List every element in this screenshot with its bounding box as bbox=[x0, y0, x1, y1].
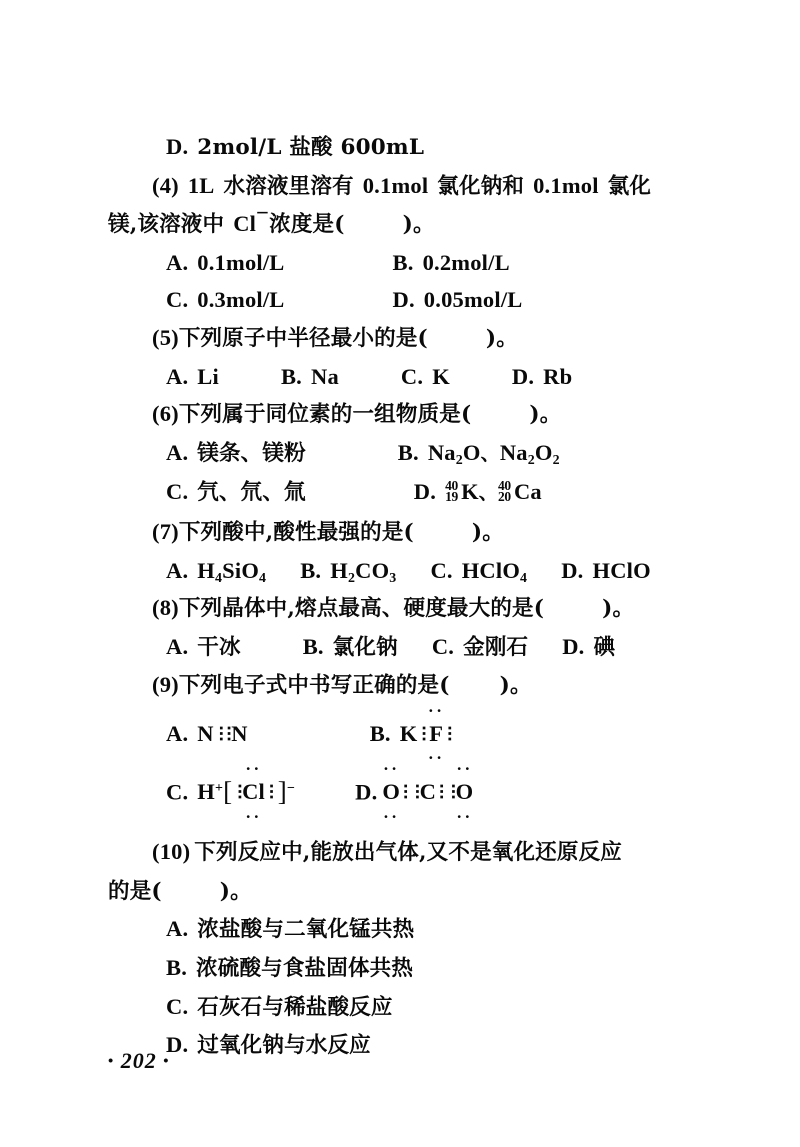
option-text-c: 金刚石 bbox=[463, 634, 529, 660]
option-text-c-formula: HClO$_4$ bbox=[461, 557, 528, 586]
charge-plus: + bbox=[214, 781, 224, 797]
lewis-structure-n2: N ⫶ ⫶N bbox=[197, 720, 248, 746]
option-text-a: 干冰 bbox=[197, 634, 241, 660]
option-label-a: A. bbox=[166, 720, 189, 746]
question-number: (8) bbox=[152, 595, 179, 621]
option-text-c: 石灰石与稀盐酸反应 bbox=[197, 994, 393, 1020]
option-label-d: D. bbox=[511, 363, 535, 389]
question-10-option-c bbox=[108, 988, 708, 1027]
option-label-b: B. bbox=[166, 955, 188, 981]
option-text-a: 0.1mol/L bbox=[197, 249, 285, 275]
stem-text-4: 镁,该溶液中 bbox=[108, 212, 225, 238]
option-label-b: B. bbox=[392, 249, 414, 275]
option-label: D. bbox=[166, 134, 189, 159]
option-label-a: A. bbox=[166, 363, 189, 389]
amount-value-2: 0.1mol bbox=[533, 172, 599, 198]
option-text-c: 氕、氘、氚 bbox=[197, 480, 306, 506]
option-label-a: A. bbox=[166, 439, 189, 465]
lone-pair-icon: ·· bbox=[428, 701, 445, 721]
option-label-c: C. bbox=[400, 363, 424, 389]
question-8-stem bbox=[108, 589, 708, 628]
option-text-a-formula: $H_4SiO_4$ bbox=[197, 557, 267, 586]
lone-pair-icon: ·· bbox=[428, 748, 445, 768]
stem-close: )。 bbox=[485, 325, 518, 351]
charge-minus: − bbox=[286, 781, 296, 797]
stem-text: 下列酸中,酸性最强的是( bbox=[178, 519, 414, 545]
ion-symbol: Cl bbox=[233, 211, 257, 237]
question-10-option-b bbox=[108, 949, 708, 988]
option-text-b: Na bbox=[311, 363, 339, 389]
lewis-colon-icon: ⫶ bbox=[218, 724, 224, 746]
lewis-colon-icon: ⫶ bbox=[439, 783, 444, 805]
option-text-c: 0.3mol/L bbox=[197, 287, 285, 313]
stem-text: 下列原子中半径最小的是( bbox=[178, 325, 428, 351]
stem-text: 下列晶体中,熔点最高、硬度最大的是( bbox=[178, 596, 545, 622]
option-label-a: A. bbox=[166, 633, 189, 659]
option-label-a: A. bbox=[166, 557, 189, 583]
lewis-colon-icon: ⫶ bbox=[421, 724, 427, 746]
lewis-colon-icon: ⫶ bbox=[269, 783, 274, 805]
option-text: 2mol/L 盐酸 600mL bbox=[197, 135, 425, 160]
question-6-options-row-1 bbox=[108, 434, 708, 474]
lone-pair-icon: ·· bbox=[383, 806, 400, 826]
option-text-d: 过氧化钠与水反应 bbox=[197, 1033, 371, 1059]
question-number: (5) bbox=[152, 324, 179, 350]
lone-pair-icon: ·· bbox=[383, 759, 400, 779]
question-8-options-row bbox=[108, 628, 708, 667]
option-label-d: D. bbox=[413, 479, 437, 505]
option-label-d: D. bbox=[392, 287, 415, 313]
question-9-options-row-2 bbox=[108, 759, 708, 826]
stem-close: )。 bbox=[219, 878, 252, 904]
question-6-options-row-2 bbox=[108, 473, 708, 513]
option-text-a: 镁条、镁粉 bbox=[197, 440, 306, 466]
lewis-atom-cl: ·· Cl ·· bbox=[242, 759, 266, 826]
stem-close: )。 bbox=[402, 212, 435, 238]
volume-value: 1L bbox=[187, 172, 215, 198]
bracket-close-icon: ] bbox=[277, 776, 287, 807]
option-text-c: K bbox=[432, 363, 450, 389]
question-number: (6) bbox=[152, 401, 179, 427]
question-7-stem bbox=[108, 513, 708, 552]
page-number bbox=[108, 1048, 708, 1074]
question-number: (10) bbox=[152, 839, 191, 865]
question-number: (7) bbox=[152, 518, 179, 544]
lewis-colon-icon: ⫶ bbox=[226, 724, 232, 746]
option-label-b: B. bbox=[280, 363, 302, 389]
stem-close: )。 bbox=[529, 402, 562, 428]
question-5-stem bbox=[108, 319, 708, 358]
lewis-structure-kf: K ⫶ ·· F ·· ⫶ bbox=[399, 701, 452, 768]
stem-close: )。 bbox=[471, 519, 504, 545]
option-text-a: 浓盐酸与二氧化锰共热 bbox=[197, 917, 415, 943]
option-label-d: D. bbox=[562, 633, 585, 659]
option-label-c: C. bbox=[166, 479, 189, 505]
lewis-structure-hcl: H+[ ⫶ ·· Cl ·· ⫶ ]− bbox=[197, 759, 296, 826]
page-number-dot-right: • bbox=[163, 1053, 170, 1070]
lone-pair-icon: ·· bbox=[245, 806, 262, 826]
option-label-c: C. bbox=[166, 993, 189, 1019]
page-number-dot-left: • bbox=[108, 1053, 115, 1070]
question-4-options-row-2 bbox=[108, 281, 708, 319]
amount-value-1: 0.1mol bbox=[362, 172, 429, 198]
question-4-stem-line-1 bbox=[108, 167, 708, 206]
option-text-b-formula: $Na_2O$、$Na_2O_2$ bbox=[427, 439, 560, 468]
question-10-option-a bbox=[108, 910, 708, 949]
lewis-colon-icon: ⫶ bbox=[403, 783, 408, 805]
stem-close: )。 bbox=[602, 596, 635, 622]
stem-text-3: 氯化 bbox=[607, 173, 652, 199]
lewis-colon-icon: ⫶ bbox=[414, 783, 420, 805]
lewis-atom-o-left: ·· O ·· bbox=[382, 759, 401, 826]
question-10-stem-line-1 bbox=[108, 833, 708, 872]
option-label-d: D. bbox=[166, 1032, 189, 1058]
lone-pair-icon: ·· bbox=[456, 759, 473, 779]
ion-charge: − bbox=[256, 199, 270, 225]
bracket-open-icon: [ bbox=[223, 776, 233, 807]
option-label-b: B. bbox=[302, 633, 324, 659]
exam-question-body bbox=[108, 128, 708, 1065]
option-text-b: 浓硫酸与食盐固体共热 bbox=[196, 956, 414, 982]
option-label-a: A. bbox=[166, 916, 189, 942]
stem-text-5: 浓度是( bbox=[269, 212, 345, 238]
lewis-colon-icon: ⫶ bbox=[237, 783, 243, 805]
option-label-c: C. bbox=[166, 779, 189, 805]
question-4-stem-line-2 bbox=[108, 199, 708, 244]
option-label-a: A. bbox=[166, 249, 189, 275]
stem-text-1: 下列反应中,能放出气体,又不是氧化还原反应 bbox=[194, 840, 622, 866]
option-text-d: 0.05mol/L bbox=[423, 287, 523, 313]
question-9-options-row-1 bbox=[108, 701, 708, 768]
question-number: (4) bbox=[152, 172, 179, 198]
option-label-c: C. bbox=[431, 633, 455, 659]
question-9-stem bbox=[108, 666, 708, 705]
question-4-options-row-1 bbox=[108, 244, 708, 282]
question-10-stem-line-2 bbox=[108, 872, 708, 911]
lone-pair-icon: ·· bbox=[245, 759, 262, 779]
option-text-b-formula: $H_2CO_3$ bbox=[330, 557, 397, 586]
isotope-notation-ca: 40 20 bbox=[497, 478, 511, 504]
lewis-atom-o-right: ·· O ·· bbox=[455, 759, 474, 826]
option-label-b: B. bbox=[397, 439, 419, 465]
stem-text: 下列属于同位素的一组物质是( bbox=[178, 402, 472, 428]
lewis-structure-co2: ·· O ·· ⫶ ⫶C ⫶ ⫶ ·· O ·· bbox=[382, 759, 474, 826]
stem-text-2: 氯化钠和 bbox=[437, 173, 525, 199]
stem-text: 下列电子式中书写正确的是( bbox=[178, 673, 450, 699]
option-text-a: Li bbox=[197, 363, 219, 389]
option-label-c: C. bbox=[166, 287, 189, 313]
lewis-atom-f: ·· F ·· bbox=[428, 701, 445, 768]
question-number: (9) bbox=[152, 672, 179, 698]
question-6-stem bbox=[108, 395, 708, 434]
option-label-c: C. bbox=[430, 557, 453, 583]
lewis-colon-icon: ⫶ bbox=[447, 724, 452, 746]
option-text-d: Rb bbox=[543, 363, 573, 389]
page-number-value: 202 bbox=[120, 1048, 157, 1073]
option-label-b: B. bbox=[300, 557, 322, 583]
option-text-d: 碘 bbox=[593, 634, 616, 660]
question-5-options-row bbox=[108, 358, 708, 396]
stem-close: )。 bbox=[499, 673, 532, 699]
option-text-d-formula: HClO bbox=[592, 557, 651, 583]
question-7-options-row bbox=[108, 552, 708, 590]
option-text-d-isotopes: 40 19 K、 40 20 Ca bbox=[445, 478, 542, 505]
option-text-b: 氯化钠 bbox=[332, 634, 398, 660]
isotope-notation-k: 40 19 bbox=[445, 478, 458, 504]
option-text-b: 0.2mol/L bbox=[422, 249, 510, 275]
lone-pair-icon: ·· bbox=[456, 806, 473, 826]
option-label-d: D. bbox=[561, 557, 584, 583]
stem-text-1: 水溶液里溶有 bbox=[223, 173, 354, 199]
stem-text-2: 的是( bbox=[108, 878, 162, 904]
carryover-option-d bbox=[108, 128, 708, 167]
option-label-d: D. bbox=[355, 779, 378, 805]
lewis-colon-icon: ⫶ bbox=[450, 783, 456, 805]
option-label-b: B. bbox=[369, 720, 391, 746]
